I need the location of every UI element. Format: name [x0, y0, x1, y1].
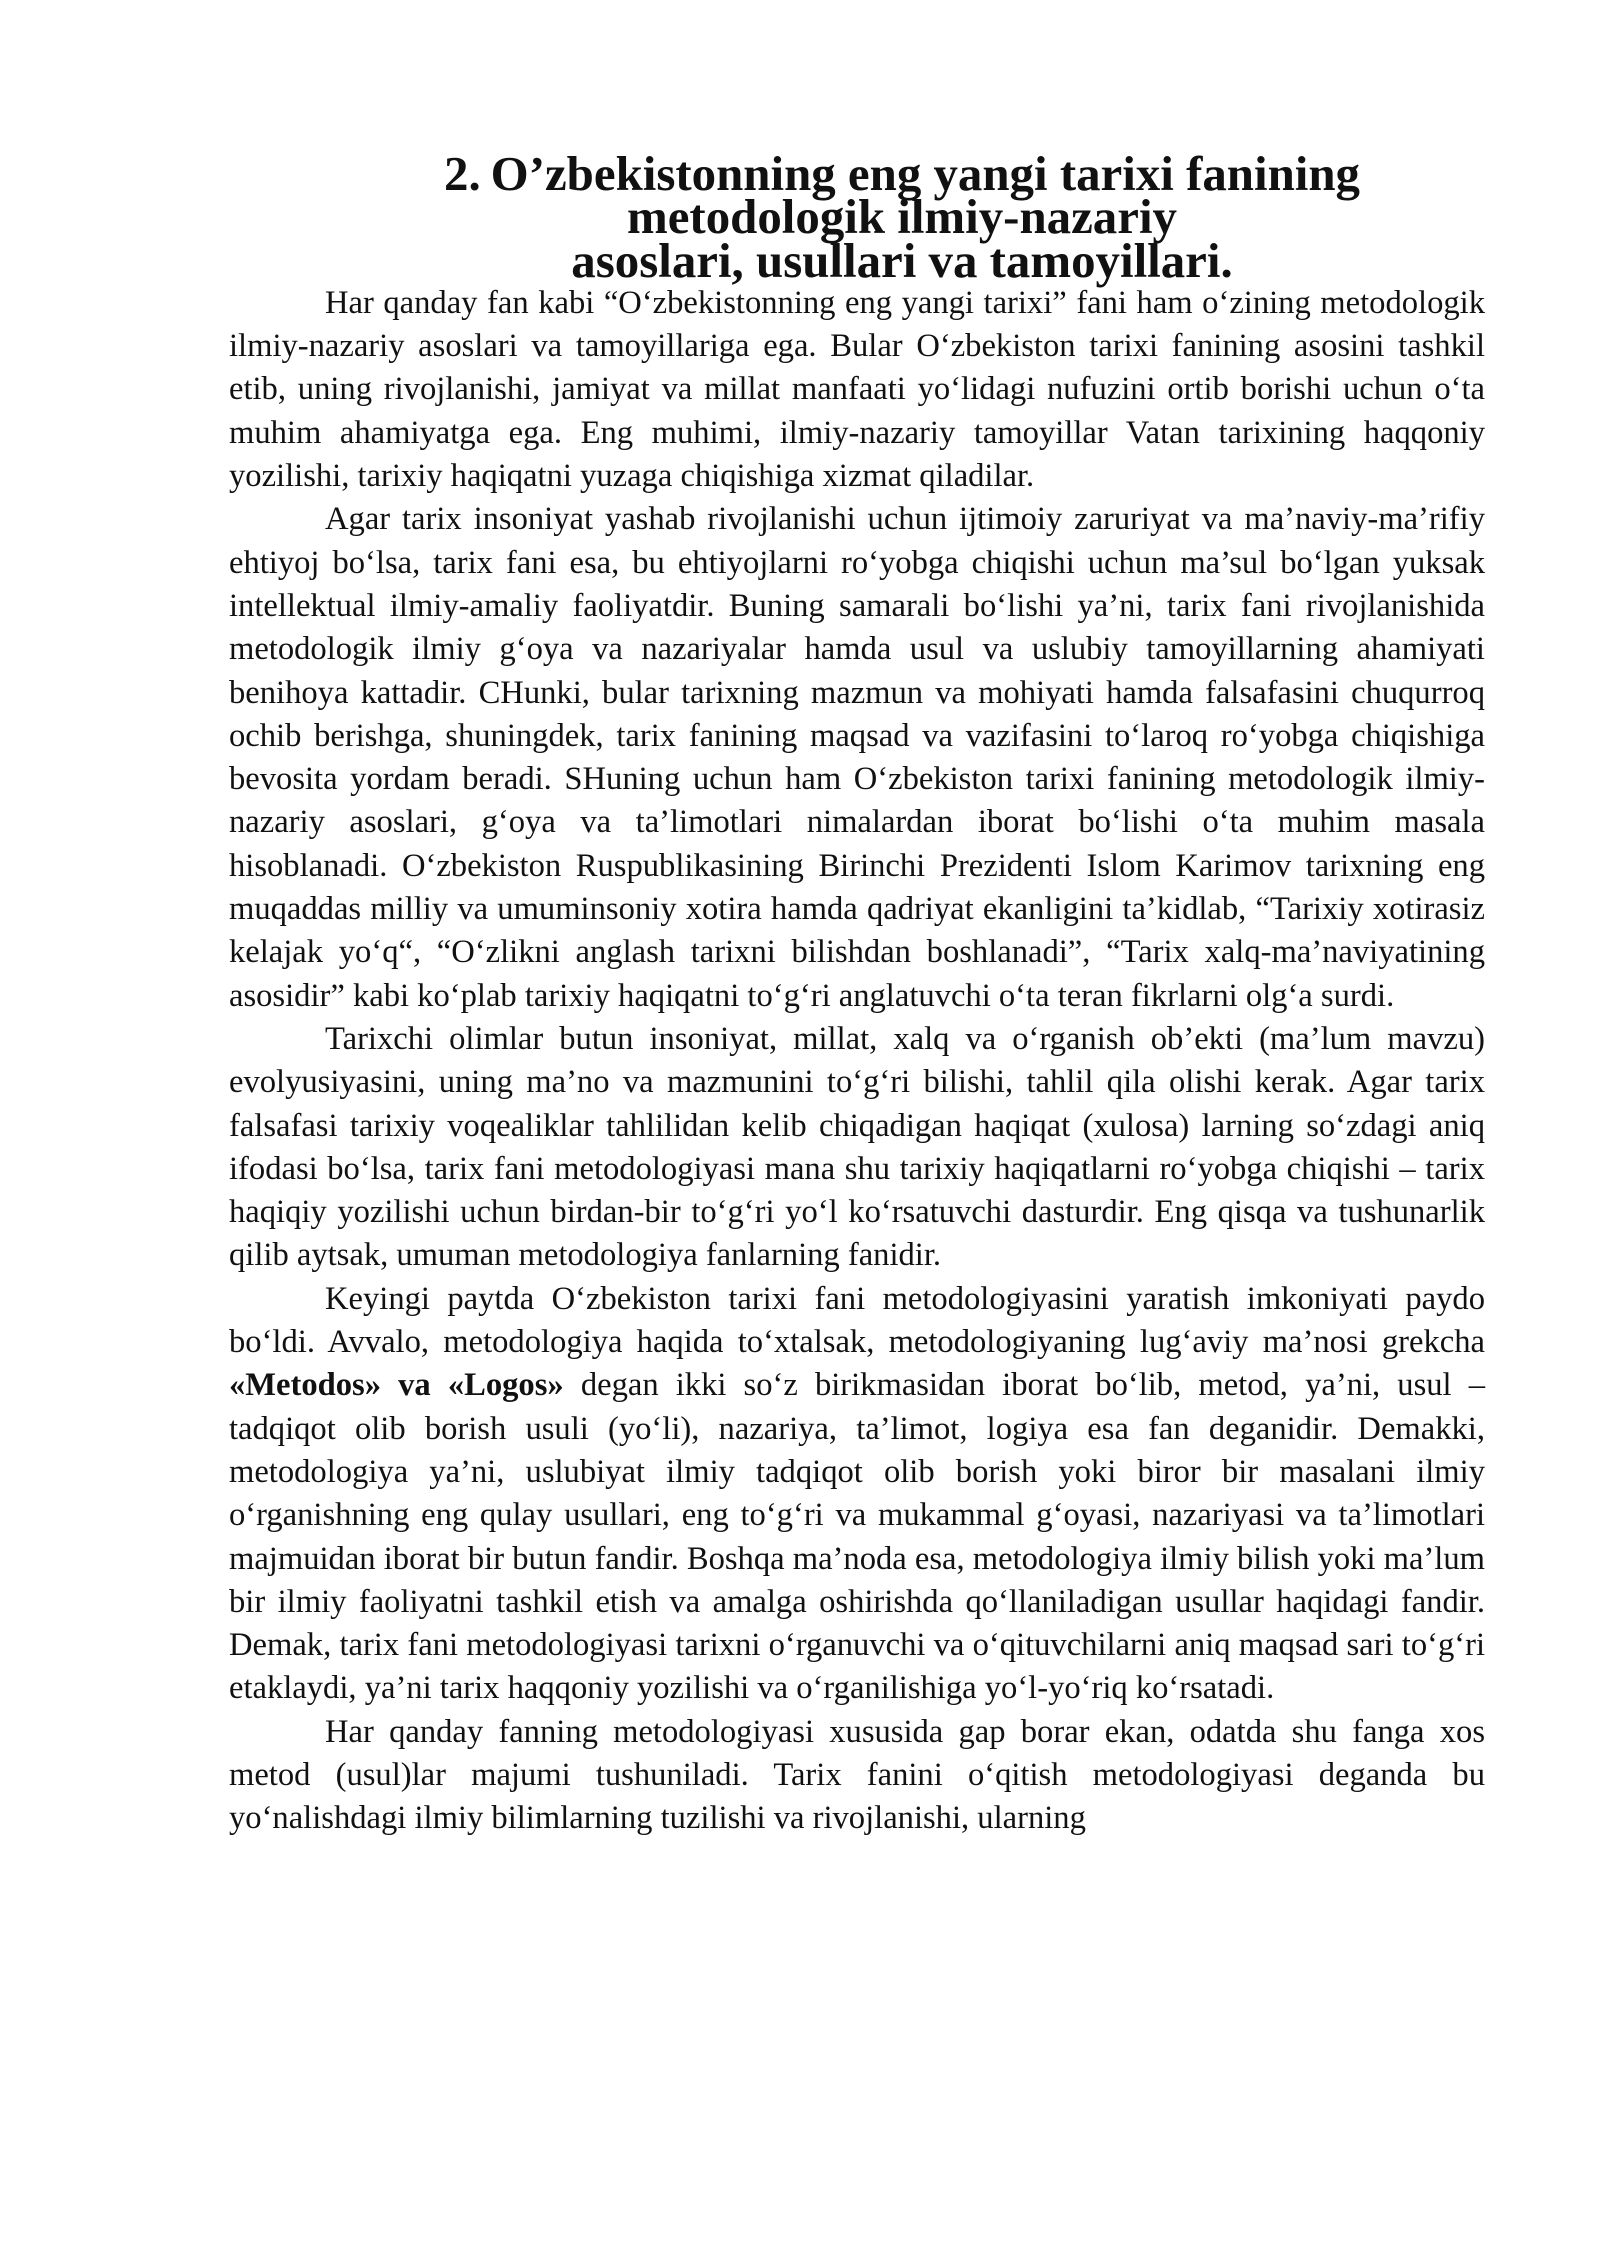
paragraph-4-part-2: degan ikki so‘z birikmasidan iborat bo‘lib, metod, ya’ni, usul – tadqiqot olib borish usuli (yo‘li), nazariya, ta’limot, logiya esa fan deganidir. Demakki, metodologiya ya’ni, uslubiyat ilmiy tadqiqot olib borish yoki biror bir masalani ilmiy o‘rganishning eng qulay usullari, eng to‘g‘ri va mukammal g‘oyasi, nazariyasi va ta’limotlari majmuidan iborat bir butun fandir. Boshqa ma’noda esa, metodologiya ilmiy bilish yoki ma’lum bir ilmiy faoliyatni tashkil etish va amalga oshirishda qo‘llaniladigan usullar haqidagi fandir. Demak, tarix fani metodologiyasi tarixni o‘rganuvchi va o‘qituvchilarni aniq maqsad sari to‘g‘ri etaklaydi, ya’ni tarix haqqoniy yozilishi va o‘rganilishiga yo‘l-yo‘riq ko‘rsatadi. [229, 1367, 1485, 1707]
paragraph-4-part-1: Keyingi paytda O‘zbekiston tarixi fani metodologiyasini yaratish imkoniyati paydo bo‘ldi. Avvalo, metodologiya haqida to‘xtalsak, metodologiyaning lug‘aviy ma’nosi grekcha [229, 1280, 1485, 1361]
section-number: 2. [444, 146, 481, 201]
paragraph-4 [229, 1278, 1485, 1711]
paragraph-4-bold-terms: «Metodos» va «Logos» [229, 1367, 564, 1404]
document-page [229, 146, 1485, 1841]
paragraph-5: Har qanday fanning metodologiyasi xususida gap borar ekan, odatda shu fanga xos metod (usul)lar majumi tushuniladi. Tarix fanini o‘qitish metodologiyasi deganda bu yo‘nalishdagi ilmiy bilimlarning tuzilishi va rivojlanishi, ularning [229, 1713, 1485, 1837]
section-heading [229, 146, 1485, 288]
paragraph-2: Agar tarix insoniyat yashab rivojlanishi uchun ijtimoiy zaruriyat va ma’naviy-ma’rifiy ehtiyoj bo‘lsa, tarix fani esa, bu ehtiyojlarni ro‘yobga chiqishi uchun ma’sul bo‘lgan yuksak intellektual ilmiy-amaliy faoliyatdir. Buning samarali bo‘lishi ya’ni, tarix fani rivojlanishida metodologik ilmiy g‘oya va nazariyalar hamda usul va uslubiy tamoyillarning ahamiyati benihoya kattadir. CHunki, bular tarixning mazmun va mohiyati hamda falsafasini chuqurroq ochib berishga, shuningdek, tarix fanining maqsad va vazifasini to‘laroq ro‘yobga chiqishiga bevosita yordam beradi. SHuning uchun ham O‘zbekiston tarixi fanining metodologik ilmiy-nazariy asoslari, g‘oya va ta’limotlari nimalardan iborat bo‘lishi o‘ta muhim masala hisoblanadi. O‘zbekiston Ruspublikasining Birinchi Prezidenti Islom Karimov tarixning eng muqaddas milliy va umuminsoniy xotira hamda qadriyat ekanligini ta’kidlab, “Tarixiy xotirasiz kelajak yo‘q“, “O‘zlikni anglash tarixni bilishdan boshlanadi”, “Tarix xalq-ma’naviyatining asosidir” kabi ko‘plab tarixiy haqiqatni to‘g‘ri anglatuvchi o‘ta teran fikrlarni olg‘a surdi. [229, 501, 1485, 1014]
paragraph-1: Har qanday fan kabi “O‘zbekistonning eng yangi tarixi” fani ham o‘zining metodologik ilmiy-nazariy asoslari va tamoyillariga ega. Bular O‘zbekiston tarixi fanining asosini tashkil etib, uning rivojlanishi, jamiyat va millat manfaati yo‘lidagi nufuzini ortib borishi uchun o‘ta muhim ahamiyatga ega. Eng muhimi, ilmiy-nazariy tamoyillar Vatan tarixining haqqoniy yozilishi, tarixiy haqiqatni yuzaga chiqishiga xizmat qiladilar. [229, 284, 1485, 495]
section-title-line-2: asoslari, usullari va tamoyillari. [571, 232, 1233, 288]
paragraph-3: Tarixchi olimlar butun insoniyat, millat, xalq va o‘rganish ob’ekti (ma’lum mavzu) evolyusiyasini, uning ma’no va mazmunini to‘g‘ri bilishi, tahlil qila olishi kerak. Agar tarix falsafasi tarixiy voqealiklar tahlilidan kelib chiqadigan haqiqat (xulosa) larning so‘zdagi aniq ifodasi bo‘lsa, tarix fani metodologiyasi mana shu tarixiy haqiqatlarni ro‘yobga chiqishi – tarix haqiqiy yozilishi uchun birdan-bir to‘g‘ri yo‘l ko‘rsatuvchi dasturdir. Eng qisqa va tushunarlik qilib aytsak, umuman metodologiya fanlarning fanidir. [229, 1020, 1485, 1274]
section-title-line-1: O’zbekistonning eng yangi tarixi fanining metodologik ilmiy-nazariy [490, 146, 1360, 245]
